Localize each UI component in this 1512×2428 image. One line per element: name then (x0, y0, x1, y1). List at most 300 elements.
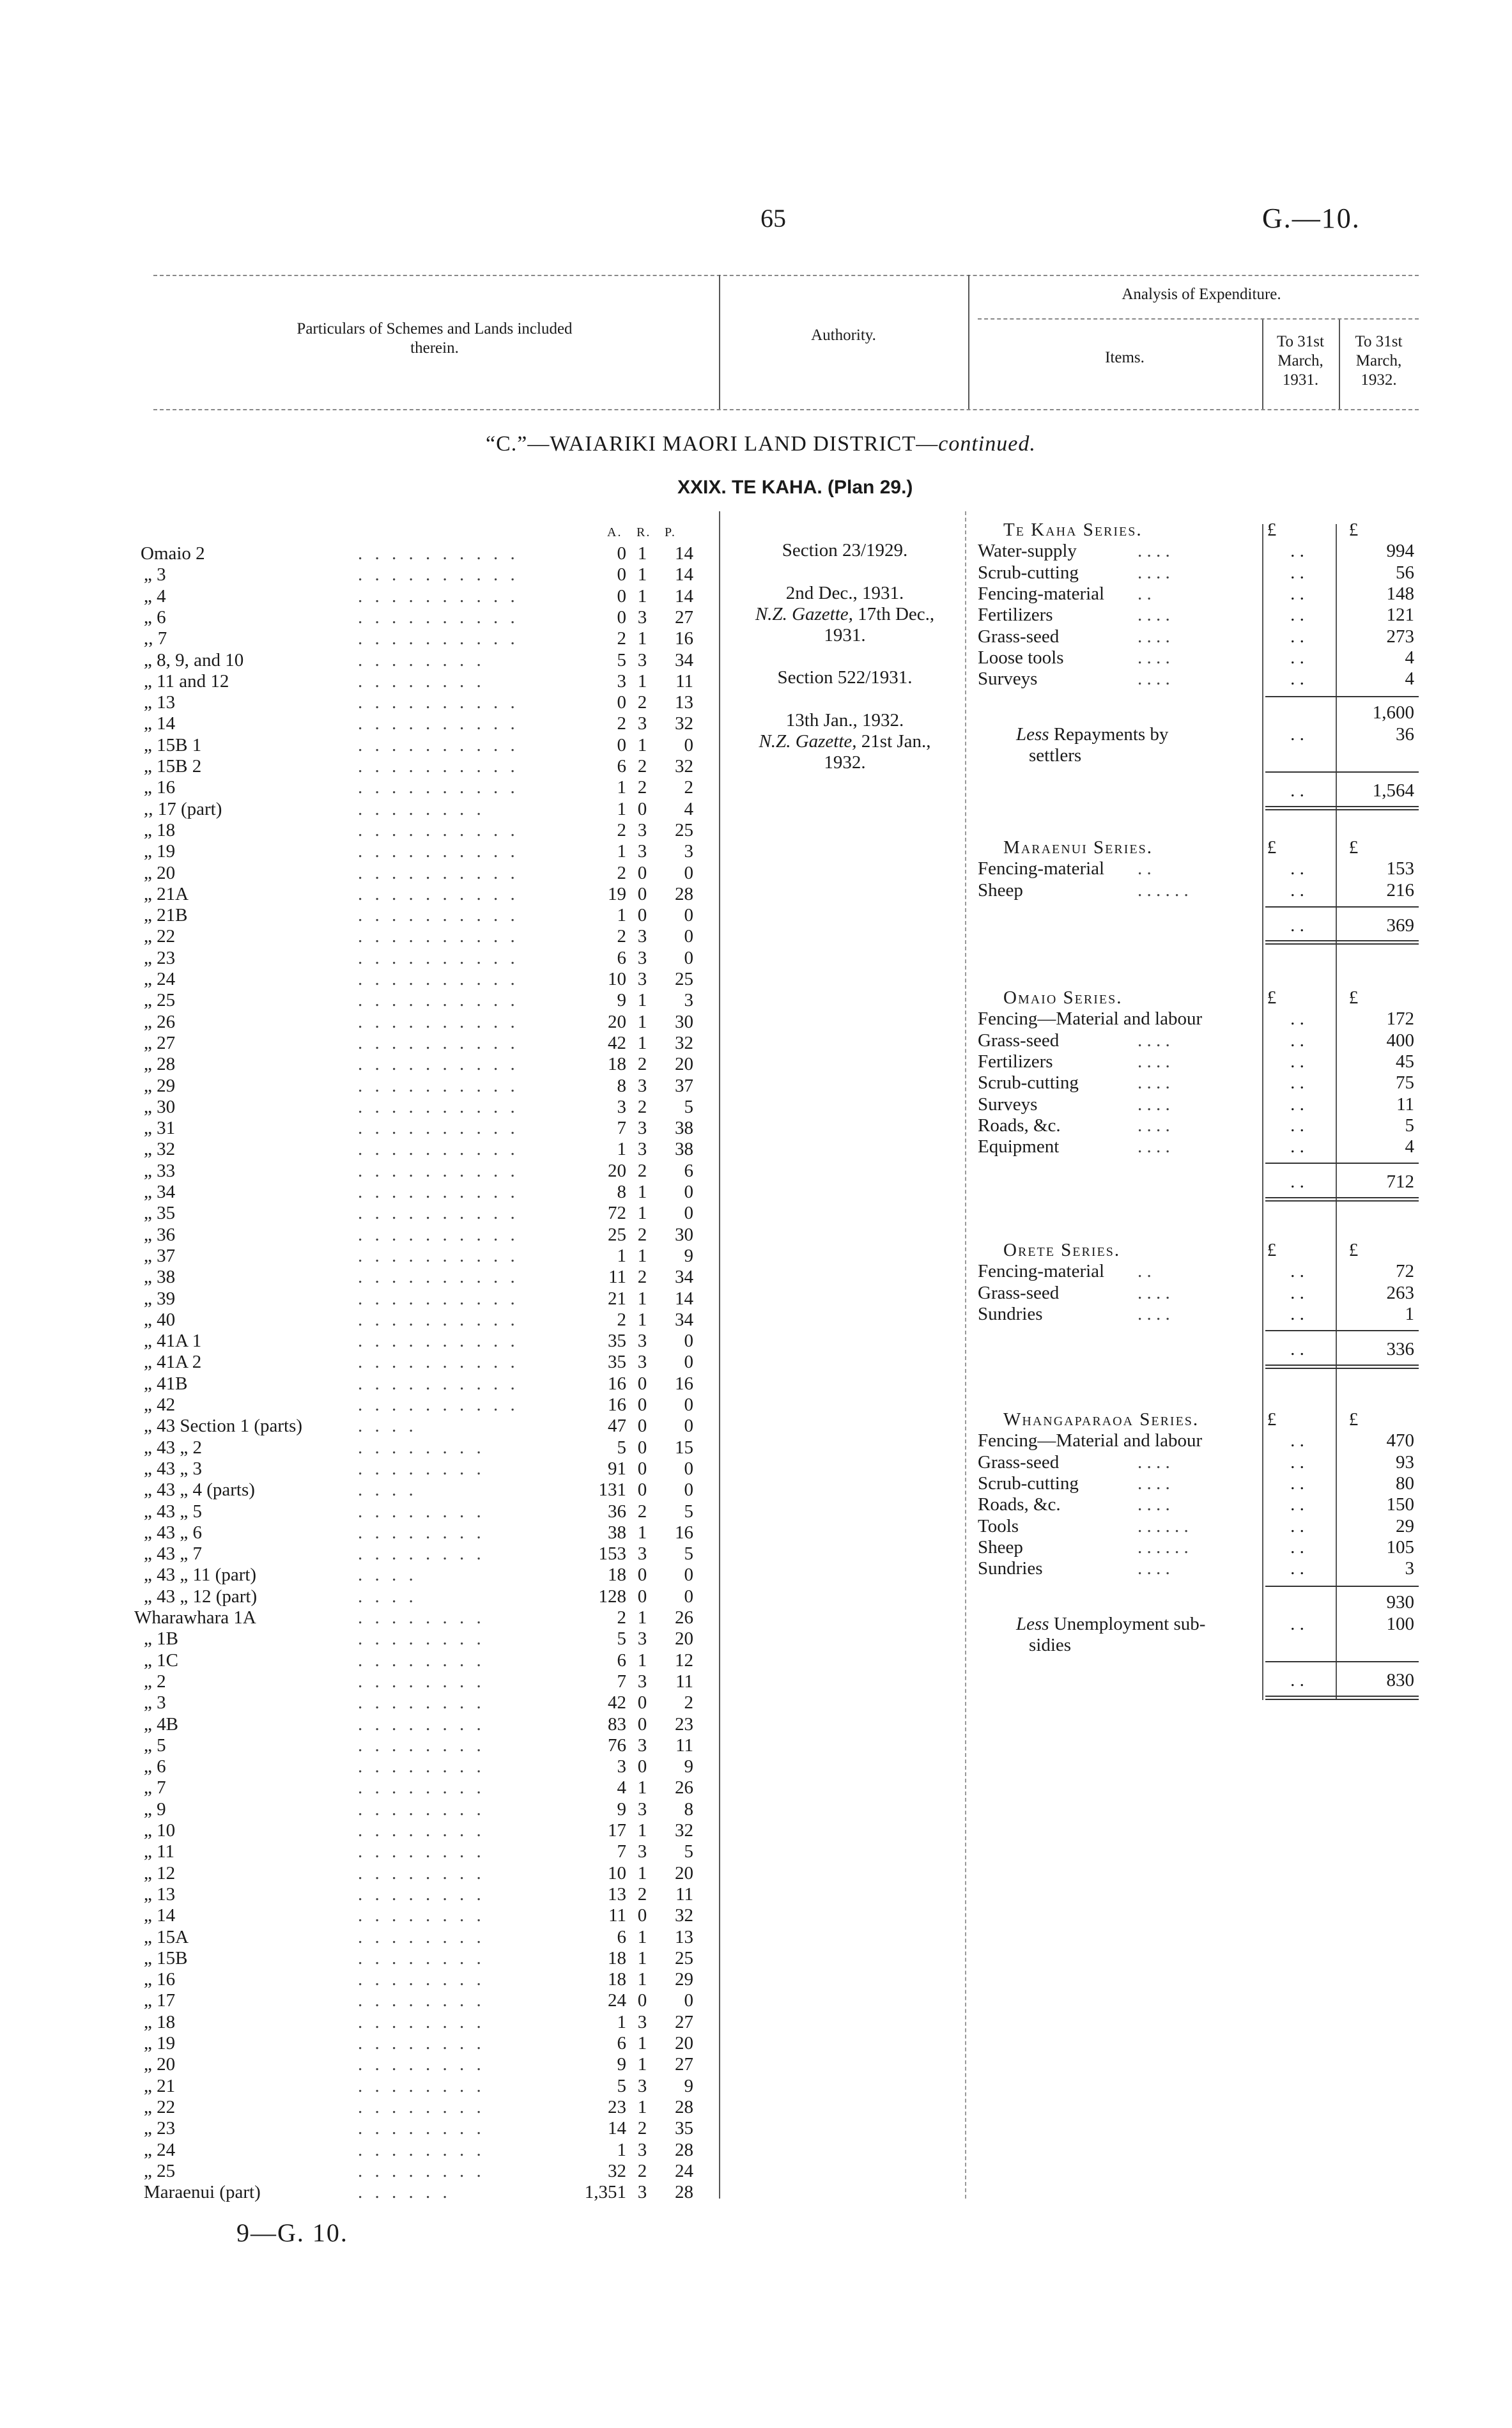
series-title: Omaio Series. (1003, 987, 1123, 1008)
lot-row (0, 1395, 716, 1416)
header-items: Items. (1105, 349, 1145, 366)
lot-name: „ 42 (144, 1395, 176, 1415)
lot-acres: 3 (617, 1096, 626, 1117)
lot-name: „ 10 (144, 1820, 176, 1841)
lot-leader-dots: . . . . . . . . (358, 2118, 485, 2139)
header-divider (1339, 320, 1340, 409)
value-1931: . . (1290, 1171, 1304, 1193)
value-1931: . . (1290, 1051, 1304, 1072)
lot-name: „ 25 (144, 2160, 176, 2181)
lot-roods: 3 (637, 1331, 647, 1352)
lot-roods: 2 (637, 756, 647, 777)
lot-name: „ 24 (144, 969, 176, 989)
lot-acres: 3 (617, 670, 626, 692)
lot-leader-dots: . . . . . . . . (358, 1926, 485, 1947)
value-1932: 75 (1396, 1072, 1414, 1094)
lot-perches: 14 (675, 1288, 693, 1309)
currency-1932: £ (1348, 1240, 1359, 1260)
value-1931: . . (1290, 1430, 1304, 1451)
lot-roods: 1 (637, 1522, 647, 1543)
lot-name: „ 26 (144, 1011, 176, 1032)
lot-leader-dots: . . . . . . . . (358, 1905, 485, 1926)
lot-roods: 3 (637, 1798, 647, 1820)
value-1932: 11 (1396, 1094, 1414, 1115)
lot-acres: 9 (617, 990, 626, 1011)
lot-leader-dots: . . . . . . . . (358, 1671, 485, 1692)
lot-roods: 3 (637, 607, 647, 628)
lot-leader-dots: . . . . . . . . (358, 1883, 485, 1905)
lot-roods: 3 (637, 1139, 647, 1160)
lot-leader-dots: . . . . (358, 1480, 417, 1501)
value-1931: . . (1290, 1558, 1304, 1579)
lot-roods: 2 (637, 1096, 647, 1117)
series-title: Orete Series. (1003, 1240, 1121, 1260)
lot-name: „ 14 (144, 713, 176, 734)
lot-leader-dots: . . . . . . . . (358, 1501, 485, 1522)
lot-leader-dots: . . . . . . . . . . (358, 947, 519, 968)
unit-roods: R. (636, 525, 651, 539)
lot-roods: 2 (637, 777, 647, 798)
lot-row (0, 948, 716, 969)
lot-perches: 0 (684, 1458, 693, 1479)
currency-1931: £ (1267, 987, 1277, 1008)
lot-name: „ 21 (144, 2075, 176, 2096)
total-rule (1265, 906, 1419, 908)
lot-perches: 3 (684, 990, 693, 1011)
lot-acres: 24 (608, 1990, 626, 2011)
lot-name: „ 43 „ 3 (144, 1458, 202, 1479)
less-word: Less (1016, 1613, 1049, 1634)
value-1931: . . (1290, 647, 1304, 668)
lot-acres: 2 (617, 628, 626, 649)
lot-roods: 0 (637, 1905, 647, 1926)
lot-acres: 21 (608, 1288, 626, 1309)
lot-acres: 76 (608, 1735, 626, 1756)
lot-leader-dots: . . . . . . . . (358, 1607, 485, 1628)
lot-row (0, 628, 716, 649)
lot-acres: 18 (608, 1054, 626, 1075)
lot-name: „ 30 (144, 1096, 176, 1117)
leader-dots: . . . . (1138, 1051, 1170, 1072)
lot-leader-dots: . . . . . . . . . . (358, 628, 519, 649)
lot-row (0, 1799, 716, 1820)
lot-acres: 128 (598, 1586, 626, 1607)
lot-perches: 34 (675, 1267, 693, 1288)
lot-roods: 3 (637, 1841, 647, 1862)
lot-perches: 20 (675, 1628, 693, 1650)
lot-roods: 1 (637, 585, 647, 607)
lot-name: Omaio 2 (141, 543, 205, 564)
lot-leader-dots: . . . . . . . . . . (358, 905, 519, 926)
lot-roods: 2 (637, 1883, 647, 1905)
lot-acres: 18 (608, 1565, 626, 1586)
lot-leader-dots: . . . . . . . . . . (358, 926, 519, 947)
lot-roods: 3 (637, 1118, 647, 1139)
lot-perches: 12 (675, 1650, 693, 1671)
expenditure-item: Roads, &c. (978, 1494, 1061, 1515)
lot-leader-dots: . . . . . . . . . . (358, 1032, 519, 1053)
lot-roods: 1 (637, 1309, 647, 1330)
lot-roods: 2 (637, 1054, 647, 1075)
lot-perches: 38 (675, 1118, 693, 1139)
lot-row (0, 2118, 716, 2139)
lot-name: „ 16 (144, 1969, 176, 1990)
lot-acres: 20 (608, 1011, 626, 1032)
value-1932: 5 (1405, 1115, 1414, 1136)
less-value-1932: 36 (1396, 723, 1414, 745)
lot-row (0, 1161, 716, 1182)
lot-roods: 1 (637, 1650, 647, 1671)
lot-roods: 1 (637, 1607, 647, 1628)
lot-leader-dots: . . . . . . . . . . (358, 1096, 519, 1117)
lot-name: „ 12 (144, 1862, 176, 1883)
lot-roods: 1 (637, 1777, 647, 1798)
lot-acres: 0 (617, 607, 626, 628)
lot-name: „ 43 „ 6 (144, 1522, 202, 1543)
lot-perches: 26 (675, 1607, 693, 1628)
lot-roods: 1 (637, 2054, 647, 2075)
lot-leader-dots: . . . . . . . . (358, 649, 485, 670)
lot-name: „ 15B (144, 1947, 188, 1968)
lot-acres: 11 (608, 1905, 626, 1926)
lot-acres: 1 (617, 777, 626, 798)
lot-leader-dots: . . . . . . . . (358, 1650, 485, 1671)
value-1931: . . (1290, 915, 1304, 936)
lot-roods: 2 (637, 1267, 647, 1288)
value-1931: . . (1290, 1261, 1304, 1282)
leader-dots: . . . . . . (1138, 1536, 1189, 1558)
lot-acres: 8 (617, 1075, 626, 1096)
lot-row (0, 1969, 716, 1990)
lot-leader-dots: . . . . . . . . (358, 2054, 485, 2075)
lot-leader-dots: . . . . . . . . . . (358, 543, 519, 564)
lot-acres: 23 (608, 2096, 626, 2117)
value-1932: 148 (1386, 583, 1414, 604)
lot-perches: 25 (675, 1947, 693, 1968)
lot-leader-dots: . . . . . . . . . . (358, 883, 519, 904)
value-1932: 93 (1396, 1451, 1414, 1473)
value-1932: 470 (1386, 1430, 1414, 1451)
lot-name: „ 2 (144, 1671, 166, 1692)
lot-perches: 9 (684, 2075, 693, 2096)
lot-acres: 32 (608, 2160, 626, 2181)
lot-name: „ 43 „ 2 (144, 1437, 202, 1458)
leader-dots: . . . . (1138, 1473, 1170, 1494)
value-1931: . . (1290, 626, 1304, 647)
lot-row (0, 1118, 716, 1139)
lot-perches: 20 (675, 1862, 693, 1883)
lot-row (0, 1650, 716, 1671)
total-double-rule (1265, 1365, 1419, 1366)
lot-leader-dots: . . . . . . . . . . (358, 1395, 519, 1415)
lot-roods: 0 (637, 905, 647, 926)
lot-acres: 2 (617, 1607, 626, 1628)
lot-acres: 5 (617, 2075, 626, 2096)
lot-perches: 0 (684, 862, 693, 883)
lot-row (0, 1267, 716, 1288)
lot-leader-dots: . . . . . . . . . . (358, 862, 519, 883)
lot-perches: 34 (675, 649, 693, 670)
less-deduction (1016, 1614, 1205, 1635)
less-value-1932: 100 (1386, 1613, 1414, 1634)
series-title: Whangaparaoa Series. (1003, 1409, 1200, 1430)
lot-leader-dots: . . . . . . . . . . (358, 1331, 519, 1352)
lot-perches: 9 (684, 1756, 693, 1777)
lot-leader-dots: . . . . . . . . . . (358, 1139, 519, 1160)
lot-leader-dots: . . . . . . . . . . (358, 1075, 519, 1096)
lot-perches: 32 (675, 1032, 693, 1053)
lot-row (0, 2054, 716, 2075)
value-1931: . . (1290, 1339, 1304, 1360)
lot-leader-dots: . . . . . . . . . . (358, 1224, 519, 1245)
lot-roods: 3 (637, 2075, 647, 2096)
series-total-1932: 336 (1386, 1339, 1414, 1360)
lot-name: „ 19 (144, 841, 176, 862)
lot-leader-dots: . . . . . . . . (358, 1820, 485, 1841)
lot-roods: 3 (637, 2011, 647, 2032)
lot-name: „ 29 (144, 1075, 176, 1096)
lot-row (0, 1990, 716, 2011)
lot-acres: 1 (617, 905, 626, 926)
lot-roods: 3 (637, 1735, 647, 1756)
lot-name: „ 16 (144, 777, 176, 798)
header-divider (968, 275, 969, 409)
lot-row (0, 756, 716, 777)
leader-dots: . . . . (1138, 1072, 1170, 1094)
value-1931: . . (1290, 605, 1304, 626)
lot-perches: 0 (684, 947, 693, 968)
value-1931: . . (1290, 541, 1304, 562)
section-title: XXIX. TE KAHA. (Plan 29.) (677, 477, 913, 498)
leader-dots: . . . . (1138, 647, 1170, 668)
lot-row (0, 1884, 716, 1905)
lot-name: Wharawhara 1A (134, 1607, 256, 1628)
value-1931: . . (1290, 1515, 1304, 1536)
lot-perches: 30 (675, 1224, 693, 1245)
lot-perches: 20 (675, 1054, 693, 1075)
lot-row (0, 1246, 716, 1267)
leader-dots: . . . . (1138, 1115, 1170, 1136)
lot-leader-dots: . . . . . . . . . . (358, 841, 519, 862)
lot-acres: 35 (608, 1352, 626, 1373)
lot-perches: 5 (684, 1501, 693, 1522)
lot-row (0, 777, 716, 798)
lot-leader-dots: . . . . . . . . . . (358, 734, 519, 755)
expenditure-item: Grass-seed (978, 1451, 1060, 1473)
lot-acres: 7 (617, 1671, 626, 1692)
lot-perches: 5 (684, 1096, 693, 1117)
lot-leader-dots: . . . . . . . . (358, 2075, 485, 2096)
expenditure-item: Surveys (978, 1094, 1038, 1115)
lot-name: ,, 17 (part) (144, 798, 222, 819)
total-double-rule (1265, 1696, 1419, 1697)
lot-roods: 1 (637, 1182, 647, 1202)
leader-dots: . . . . (1138, 1494, 1170, 1515)
lot-acres: 5 (617, 649, 626, 670)
total-double-rule (1265, 809, 1419, 810)
lot-acres: 0 (617, 734, 626, 755)
lot-name: „ 21B (144, 905, 188, 926)
lot-name: Maraenui (part) (144, 2182, 261, 2203)
lot-name: „ 41B (144, 1373, 188, 1394)
lot-perches: 0 (684, 1331, 693, 1352)
lot-leader-dots: . . . . . . . . (358, 2033, 485, 2053)
lot-row (0, 1033, 716, 1054)
value-1932: 56 (1396, 562, 1414, 583)
lot-acres: 10 (608, 1862, 626, 1883)
lot-row (0, 1692, 716, 1713)
leader-dots: . . . . (1138, 541, 1170, 562)
lot-acres: 72 (608, 1203, 626, 1224)
value-1932: 4 (1405, 669, 1414, 690)
lot-row (0, 990, 716, 1011)
total-double-rule (1265, 1200, 1419, 1202)
lot-row (0, 1863, 716, 1884)
lot-name: „ 39 (144, 1288, 176, 1309)
lot-perches: 29 (675, 1969, 693, 1990)
value-1931: . . (1290, 1451, 1304, 1473)
lot-perches: 30 (675, 1011, 693, 1032)
lot-name: „ 41A 1 (144, 1331, 202, 1352)
lot-acres: 6 (617, 756, 626, 777)
lot-perches: 25 (675, 819, 693, 840)
lot-perches: 11 (675, 1671, 693, 1692)
lot-row (0, 1927, 716, 1948)
value-1932: 994 (1386, 541, 1414, 562)
lot-row (0, 1948, 716, 1969)
expenditure-item: Tools (978, 1515, 1019, 1536)
lot-acres: 8 (617, 1182, 626, 1202)
lot-acres: 2 (617, 819, 626, 840)
lot-perches: 24 (675, 2160, 693, 2181)
lot-row (0, 2182, 716, 2203)
expenditure-item: Fencing—Material and labour (978, 1430, 1203, 1451)
total-double-rule (1265, 943, 1419, 945)
authority-left-rule (719, 511, 720, 2199)
lot-roods: 1 (637, 1947, 647, 1968)
lot-leader-dots: . . . . . . . . . . (358, 692, 519, 713)
total-double-rule (1265, 806, 1419, 807)
value-1932: 263 (1386, 1282, 1414, 1303)
lot-name: „ 20 (144, 2054, 176, 2075)
subtotal-rule (1265, 696, 1419, 697)
lot-perches: 16 (675, 628, 693, 649)
value-1931: . . (1290, 1030, 1304, 1051)
lot-name: „ 1C (144, 1650, 178, 1671)
lot-name: „ 11 and 12 (144, 670, 229, 692)
lot-roods: 2 (637, 2160, 647, 2181)
value-1932: 45 (1396, 1051, 1414, 1072)
lot-perches: 0 (684, 1416, 693, 1437)
lot-roods: 0 (637, 1990, 647, 2011)
lot-roods: 1 (637, 628, 647, 649)
lot-perches: 27 (675, 607, 693, 628)
lot-name: „ 43 „ 7 (144, 1543, 202, 1565)
lot-name: ,, 7 (144, 628, 167, 649)
lot-name: „ 17 (144, 1990, 176, 2011)
lot-acres: 10 (608, 969, 626, 989)
lot-perches: 0 (684, 1990, 693, 2011)
expenditure-item: Loose tools (978, 647, 1064, 668)
lot-leader-dots: . . . . . . . . . . (358, 1182, 519, 1202)
lot-name: „ 33 (144, 1160, 176, 1181)
lot-leader-dots: . . . . . . . . (358, 2160, 485, 2181)
lot-perches: 28 (675, 883, 693, 904)
lot-perches: 2 (684, 1692, 693, 1713)
total-double-rule (1265, 1197, 1419, 1198)
lot-perches: 0 (684, 1203, 693, 1224)
lot-acres: 0 (617, 543, 626, 564)
lot-roods: 0 (637, 1586, 647, 1607)
series-total-1932: 1,564 (1372, 780, 1414, 801)
lot-row (0, 1416, 716, 1437)
lot-perches: 14 (675, 585, 693, 607)
value-1931: . . (1290, 1536, 1304, 1558)
lot-perches: 13 (675, 692, 693, 713)
lot-perches: 32 (675, 1905, 693, 1926)
header-analysis: Analysis of Expenditure. (1122, 286, 1281, 303)
lot-acres: 14 (608, 2118, 626, 2139)
lot-row (0, 841, 716, 862)
lot-leader-dots: . . . . . . . . (358, 798, 485, 819)
unit-acres: A. (607, 525, 622, 539)
lot-row (0, 1841, 716, 1862)
lot-roods: 3 (637, 1352, 647, 1373)
leader-dots: . . . . (1138, 562, 1170, 583)
lot-perches: 0 (684, 1182, 693, 1202)
value-1932: 4 (1405, 1136, 1414, 1157)
lot-row (0, 1437, 716, 1458)
lot-name: „ 23 (144, 2118, 176, 2139)
lot-leader-dots: . . . . . . . . . . (358, 1160, 519, 1181)
lot-acres: 19 (608, 883, 626, 904)
authority-entry (730, 604, 960, 625)
expenditure-item: Scrub-cutting (978, 1072, 1079, 1094)
lot-leader-dots: . . . . . . . . (358, 670, 485, 692)
lot-leader-dots: . . . . . . . . (358, 2011, 485, 2032)
lot-roods: 1 (637, 2096, 647, 2117)
lot-row (0, 1331, 716, 1352)
expenditure-item: Roads, &c. (978, 1115, 1061, 1136)
lot-perches: 27 (675, 2054, 693, 2075)
lot-name: „ 22 (144, 926, 176, 947)
lot-leader-dots: . . . . . . . . . . (358, 1267, 519, 1288)
lot-leader-dots: . . . . . . . . . . (358, 607, 519, 628)
leader-dots: . . . . (1138, 1136, 1170, 1157)
document-reference: G.—10. (1262, 203, 1361, 234)
lot-roods: 2 (637, 1224, 647, 1245)
lot-perches: 11 (675, 1883, 693, 1905)
lot-name: „ 43 „ 4 (parts) (144, 1480, 255, 1501)
lot-perches: 0 (684, 1352, 693, 1373)
lot-row (0, 926, 716, 947)
lot-roods: 0 (637, 1395, 647, 1415)
value-1931: . . (1290, 723, 1304, 745)
lot-leader-dots: . . . . . . . . . . (358, 819, 519, 840)
lot-row (0, 2140, 716, 2161)
currency-1932: £ (1348, 520, 1359, 540)
lot-leader-dots: . . . . . . . . . . (358, 969, 519, 989)
authority-entry: 13th Jan., 1932. (785, 710, 904, 731)
expenditure-item: Grass-seed (978, 1030, 1060, 1051)
lot-roods: 0 (637, 798, 647, 819)
expenditure-item: Grass-seed (978, 1282, 1060, 1303)
lot-name: „ 6 (144, 607, 166, 628)
currency-1931: £ (1267, 837, 1277, 858)
total-double-rule (1265, 1699, 1419, 1700)
lot-row (0, 2161, 716, 2182)
authority-entry: 2nd Dec., 1931. (785, 583, 904, 603)
